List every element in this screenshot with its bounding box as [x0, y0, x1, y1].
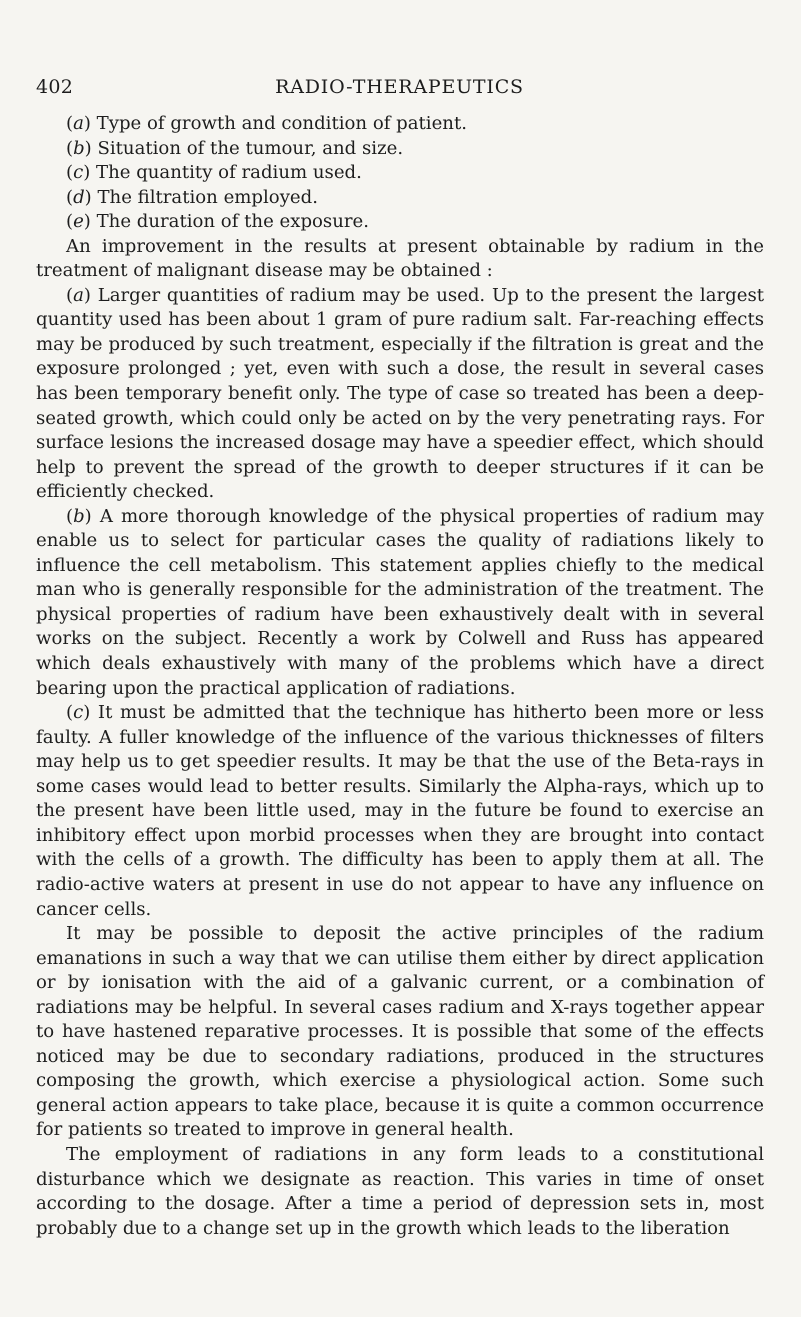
list-item-text: Type of growth and condition of patient. — [96, 113, 467, 134]
list-item: (b) Situation of the tumour, and size. — [66, 137, 404, 159]
list-item-label: b — [73, 137, 85, 159]
list-item-text: The quantity of radium used. — [96, 162, 362, 184]
list-item: (c) The quantity of radium used. — [66, 162, 362, 184]
page-number: 402 — [36, 76, 74, 98]
list-item-text: The duration of the exposure. — [96, 211, 369, 233]
list-item: (e) The duration of the exposure. — [66, 211, 369, 233]
list-item-text: Situation of the tumour, and size. — [97, 137, 404, 159]
list-item: (d) The filtration employed. — [66, 186, 318, 208]
list-item-text: The filtration employed. — [97, 186, 318, 208]
list-item-label: e — [73, 211, 84, 233]
paragraph-text: A more thorough knowledge of the physical properties of radium may enable us to select for particular cases the quality of radiations likely to influence the cell metabolism. This statement applies chiefly to the medical man who is generally responsible for the administration of the treatment. The physical properties of radium have been exhaustively dealt with in several works on the subject. Recently a work by Colwell and Russ has appeared which deals exhaustively with many of the problems which have a direct bearing upon the practical application of radiations. — [36, 505, 764, 699]
paragraph-text: Larger quantities of radium may be used. Up to the present the largest quantity used has been about 1 gram of pure radium salt. Far-reaching effects may be produced by such treatment, especially if the filtration is great and the exposure prolonged ; yet, even with such a dose, the result in several cases has been temporary benefit only. The type of case so treated has been a deep-seated growth, which could only be acted on by the very penetrating rays. For surface lesions the increased dosage may have a speedier effect, which should help to prevent the spread of the growth to deeper structures if it can be efficiently checked. — [36, 284, 765, 503]
paragraph-label: a — [73, 284, 84, 306]
list-item-label: d — [73, 186, 85, 208]
paragraph: (c) It must be admitted that the technique has hitherto been more or less faulty. A fuller knowledge of the influence of the various thicknesses of filters may help us to get speedier results. It may be that the use of the Beta-rays in some cases would lead to better results. Similarly the Alpha-rays, which up to the present have been little used, may in the future be found to exercise an inhibitory effect upon morbid processes when they are brought into contact with the cells of a growth. The difficulty has been to apply them at all. The radio-active waters at present in use do not appear to have any influence on cancer cells. — [36, 702, 764, 920]
paragraph-text: It must be admitted that the technique has hitherto been more or less faulty. A fuller knowledge of the influence of the various thicknesses of filters may help us to get speedier results. It may be that the use of the Beta-rays in some cases would lead to better results. Similarly the Alpha-rays, which up to the present have been little used, may in the future be found to exercise an inhibitory effect upon morbid processes when they are brought into contact with the cells of a growth. The difficulty has been to apply them at all. The radio-active waters at present in use do not appear to have any influence on cancer cells. — [36, 702, 764, 920]
page-body — [36, 112, 764, 1241]
paragraph-text: An improvement in the results at present obtainable by radium in the treatment of malignant disease may be obtained : — [36, 235, 764, 282]
paragraph-text: It may be possible to deposit the active principles of the radium emanations in such a way that we can utilise them either by direct application or by ionisation with the aid of a galvanic current, or a combination of radiations may be helpful. In several cases radium and X-rays together appear to have hastened reparative processes. It is possible that some of the effects noticed may be due to secondary radiations, produced in the structures composing the growth, which exercise a physiological action. Some such general action appears to take place, because it is quite a common occurrence for patients so treated to improve in general health. — [36, 923, 764, 1141]
page-header — [36, 76, 763, 104]
list-item-label: a — [73, 113, 84, 134]
paragraph: (a) Larger quantities of radium may be used. Up to the present the largest quantity used has been about 1 gram of pure radium salt. Far-reaching effects may be produced by such treatment, especially if the filtration is great and the exposure prolonged ; yet, even with such a dose, the result in several cases has been temporary benefit only. The type of case so treated has been a deep-seated growth, which could only be acted on by the very penetrating rays. For surface lesions the increased dosage may have a speedier effect, which should help to prevent the spread of the growth to deeper structures if it can be efficiently checked. — [36, 284, 765, 503]
paragraph: (b) A more thorough knowledge of the physical properties of radium may enable us to select for particular cases the quality of radiations likely to influence the cell metabolism. This statement applies chiefly to the medical man who is generally responsible for the administration of the treatment. The physical properties of radium have been exhaustively dealt with in several works on the subject. Recently a work by Colwell and Russ has appeared which deals exhaustively with many of the problems which have a direct bearing upon the practical application of radiations. — [36, 505, 764, 699]
paragraph-text: The employment of radiations in any form leads to a constitutional disturbance which we designate as reaction. This varies in time of onset according to the dosage. After a time a period of depression sets in, most probably due to a change set up in the growth which leads to the liberation — [36, 1143, 764, 1239]
list-item-label: c — [73, 162, 84, 184]
paragraph-label: c — [73, 702, 84, 724]
running-head: RADIO-THERAPEUTICS — [275, 76, 524, 98]
list-item: (a) Type of growth and condition of patient. — [66, 113, 467, 134]
paragraph — [36, 235, 764, 284]
paragraph — [36, 1143, 764, 1241]
paragraph — [36, 922, 764, 1143]
paragraph-label: b — [73, 505, 85, 527]
